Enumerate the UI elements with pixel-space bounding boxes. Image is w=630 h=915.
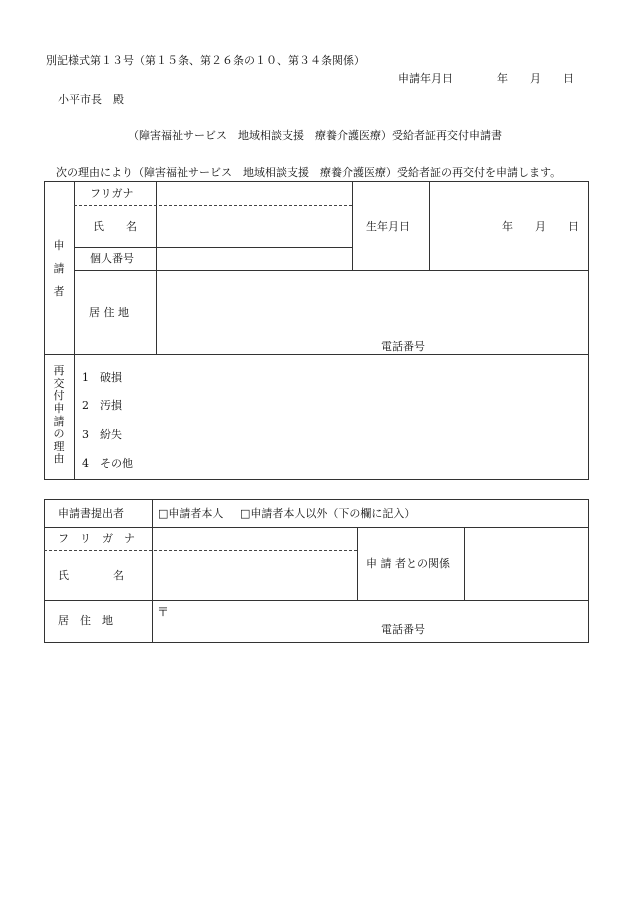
option-self-checkbox[interactable]: □申請者本人: [158, 507, 224, 520]
submitter-name-label: 氏 名: [58, 569, 124, 582]
submitter-table: [44, 499, 589, 643]
postal-mark: 〒: [157, 605, 170, 619]
furigana-label: フリガナ: [90, 187, 134, 200]
relation-label: 申 請 者との関係: [366, 557, 450, 570]
submitter-furigana-label: フ リ ガ ナ: [58, 532, 135, 545]
personal-number-label: 個人番号: [90, 252, 134, 265]
applicant-section-label: 申 請 者: [53, 239, 65, 298]
reason-section-label: 再 交 付 申 請 の 理 由: [53, 364, 65, 466]
reason-item: 3 紛失: [82, 428, 122, 441]
reason-item: 1 破損: [82, 371, 122, 384]
applicant-table: [44, 181, 589, 355]
page-title: （障害福祉サービス 地域相談支援 療養介護医療）受給者証再交付申請書: [128, 129, 502, 142]
form-number: 別記様式第１３号（第１５条、第２６条の１０、第３４条関係）: [46, 54, 365, 67]
phone-label: 電話番号: [381, 340, 425, 353]
submitter-label: 申請書提出者: [58, 507, 124, 520]
reason-item: 2 汚損: [82, 399, 122, 412]
birthdate-label: 生年月日: [366, 220, 410, 233]
submitter-phone-label: 電話番号: [381, 623, 425, 636]
address-label: 居 住 地: [89, 306, 129, 319]
option-other-checkbox[interactable]: □申請者本人以外（下の欄に記入）: [240, 507, 416, 520]
intro-text: 次の理由により（障害福祉サービス 地域相談支援 療養介護医療）受給者証の再交付を申請します。: [56, 166, 562, 179]
name-label: 氏 名: [93, 220, 137, 233]
submitter-address-label: 居 住 地: [58, 614, 113, 627]
birthdate-value: 年 月 日: [502, 220, 579, 233]
reason-item: 4 その他: [82, 457, 133, 470]
addressee: 小平市長 殿: [58, 93, 124, 106]
application-date: 申請年月日 年 月 日: [398, 72, 574, 85]
